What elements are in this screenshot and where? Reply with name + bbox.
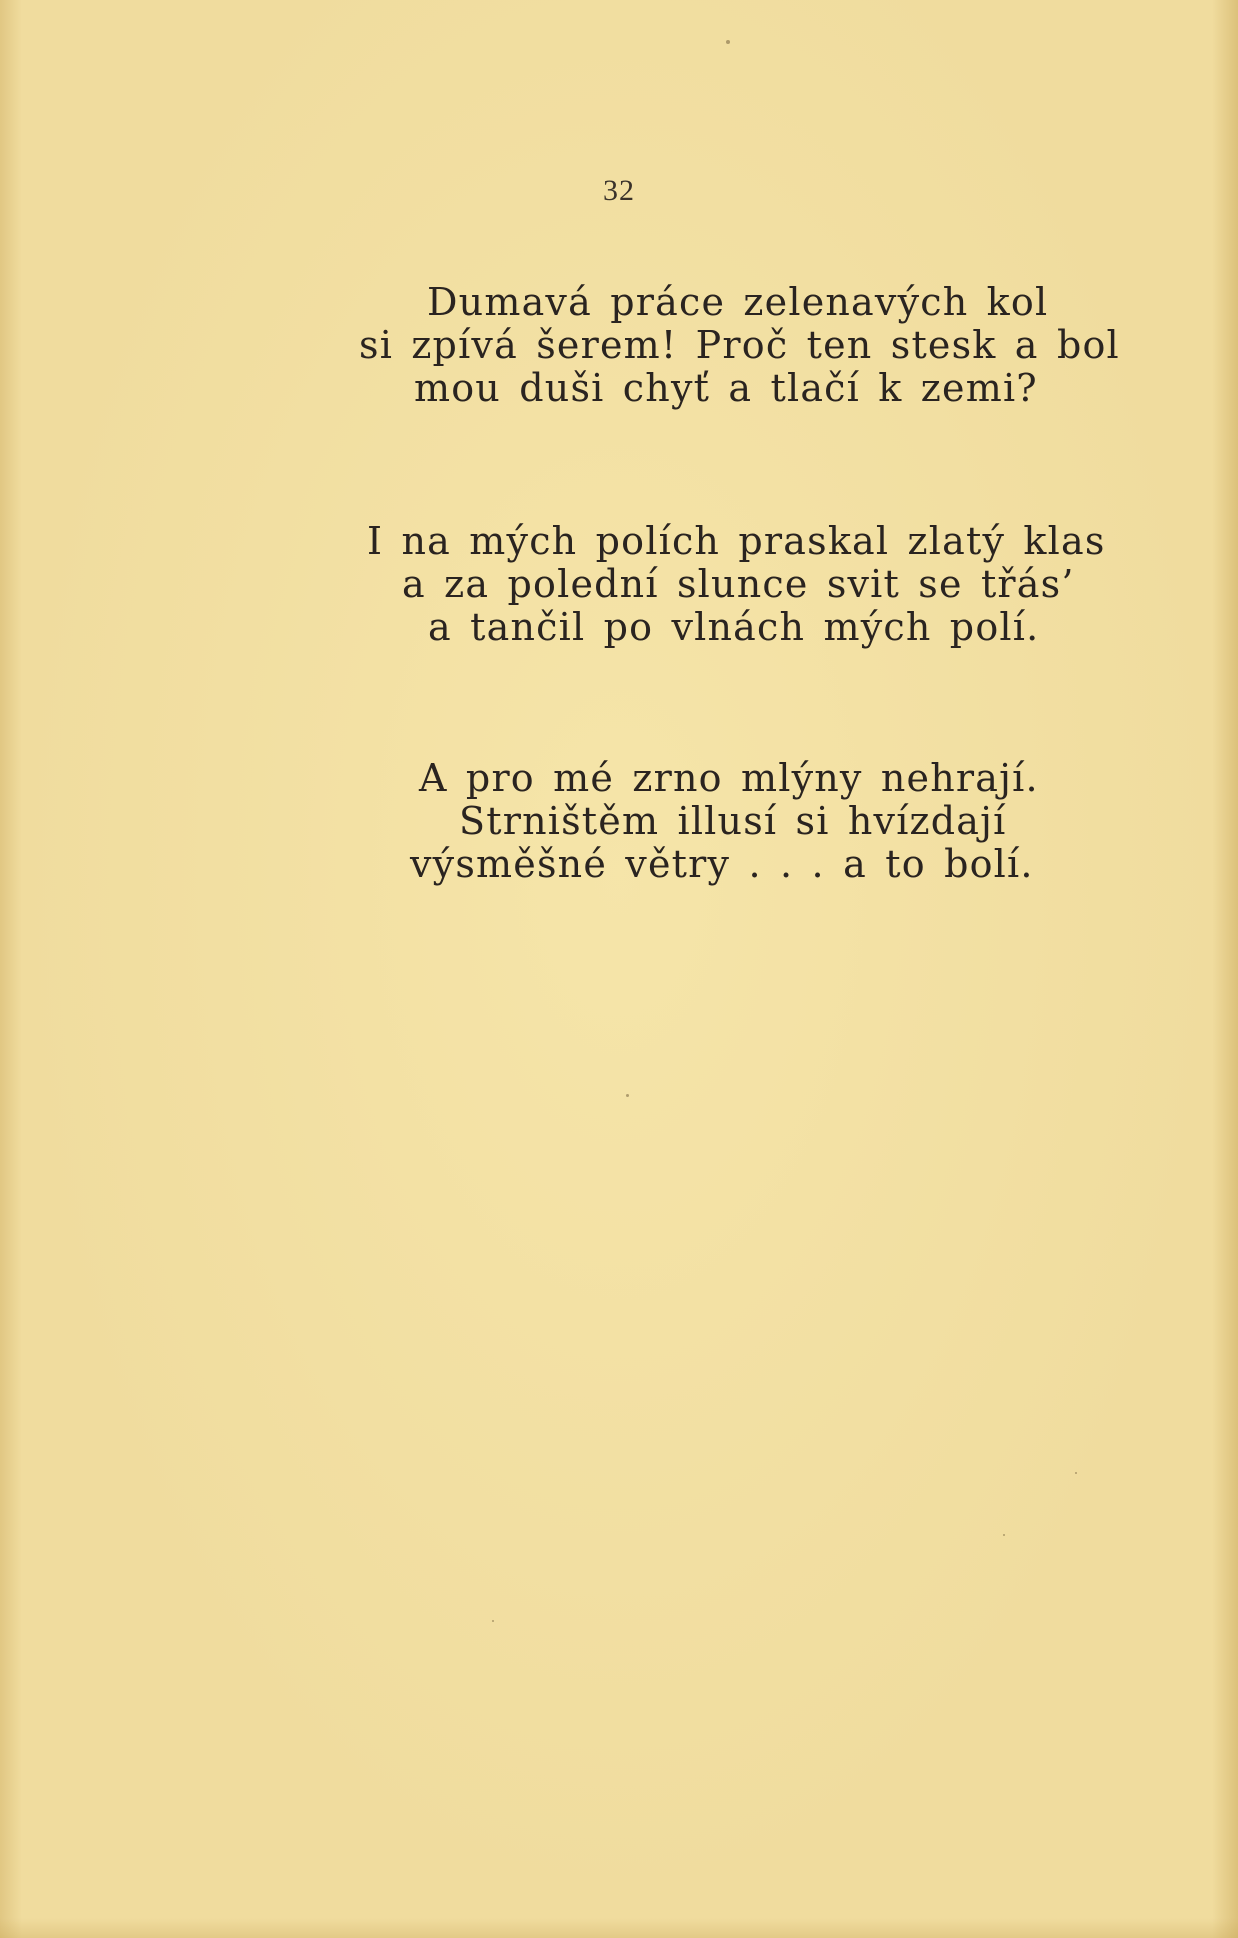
paper-speck (1075, 1472, 1077, 1474)
page-number: 32 (603, 174, 635, 207)
verse-line: Strništěm illusí si hvízdají (459, 799, 1007, 843)
stanza-3 (0, 757, 1238, 886)
paper-speck (1003, 1534, 1005, 1536)
verse-line: I na mých polích praskal zlatý klas (367, 519, 1106, 563)
verse-line: A pro mé zrno mlýny nehrají. (419, 756, 1039, 800)
verse-line: výsměšné větry . . . a to bolí. (410, 842, 1034, 886)
stanza-1 (0, 281, 1238, 410)
verse-line: si zpívá šerem! Proč ten stesk a bol (359, 323, 1120, 367)
verse-line: mou duši chyť a tlačí k zemi? (414, 366, 1038, 410)
stanza-2 (0, 520, 1238, 649)
verse-line: a za polední slunce svit se třás’ (402, 562, 1075, 606)
paper-speck (726, 40, 730, 44)
paper-speck (492, 1620, 494, 1622)
paper-speck (626, 1094, 629, 1097)
verse-line: Dumavá práce zelenavých kol (427, 280, 1049, 324)
verse-line: a tančil po vlnách mých polí. (428, 605, 1040, 649)
